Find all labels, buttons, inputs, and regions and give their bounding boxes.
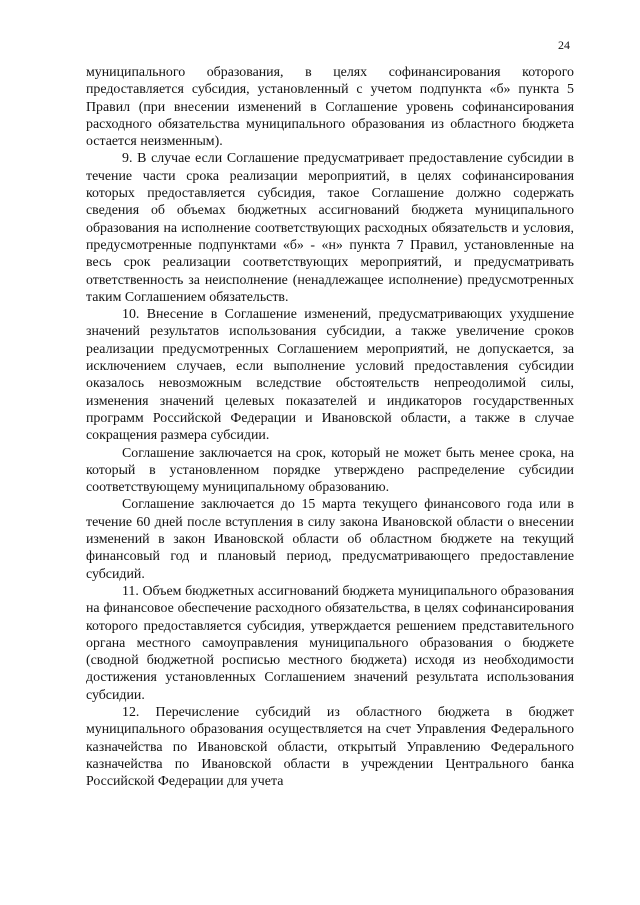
paragraph-clause-10: 10. Внесение в Соглашение изменений, предусматривающих ухудшение значений результатов использования субсидии, а также увеличение сроков реализации предусмотренных Соглашением мероприятий, не допускается, за исключением случаев, если выполнение условий предоставления субсидии оказалось невозможным вследствие обстоятельств непреодолимой силы, изменения значений целевых показателей и индикаторов государственных программ Российской Федерации и Ивановской области, а также в случае сокращения размера субсидии.	[86, 307, 574, 444]
paragraph-clause-9: 9. В случае если Соглашение предусматривает предоставление субсидии в течение части срока реализации мероприятий, в целях софинансирования которых предоставляется субсидия, такое Соглашение должно содержать сведения об объемах бюджетных ассигнований бюджета муниципального образования на исполнение соответствующих расходных обязательств и условия, предусмотренные подпунктами «б» - «н» пункта 7 Правил, установленные на весь срок реализации соответствующих мероприятий, и предусматривать ответственность за неисполнение (ненадлежащее исполнение) предусмотренных таким Соглашением обязательств.	[86, 151, 574, 305]
paragraph-agreement-deadline: Соглашение заключается до 15 марта текущего финансового года или в течение 60 дней после вступления в силу закона Ивановской области о внесении изменений в закон Ивановской области об областном бюджете на текущий финансовый год и плановый период, предусматривающего предоставление субсидий.	[86, 497, 574, 582]
paragraph-agreement-term: Соглашение заключается на срок, который не может быть менее срока, на который в установленном порядке утверждено распределение субсидии соответствующему муниципальному образованию.	[86, 445, 574, 496]
document-body	[86, 64, 574, 790]
paragraph-clause-12: 12. Перечисление субсидий из областного бюджета в бюджет муниципального образования осуществляется на счет Управления Федерального казначейства по Ивановской области, открытый Управлению Федерального казначейства по Ивановской области в учреждении Центрального банка Российской Федерации для учета	[86, 704, 574, 790]
paragraph-clause-11: 11. Объем бюджетных ассигнований бюджета муниципального образования на финансовое обеспечение расходного обязательства, в целях софинансирования которого предоставляется субсидия, утверждается решением представительного органа местного самоуправления муниципального образования о бюджете (сводной бюджетной росписью местного бюджета) исходя из необходимости достижения установленных Соглашением значений результата использования субсидии.	[86, 583, 574, 703]
page-number: 24	[558, 38, 570, 52]
paragraph-continuation: муниципального образования, в целях софинансирования которого предоставляется субсидия, установленный с учетом подпункта «б» пункта 5 Правил (при внесении изменений в Соглашение уровень софинансирования расходного обязательства муниципального образования из областного бюджета остается неизменным).	[86, 65, 574, 150]
